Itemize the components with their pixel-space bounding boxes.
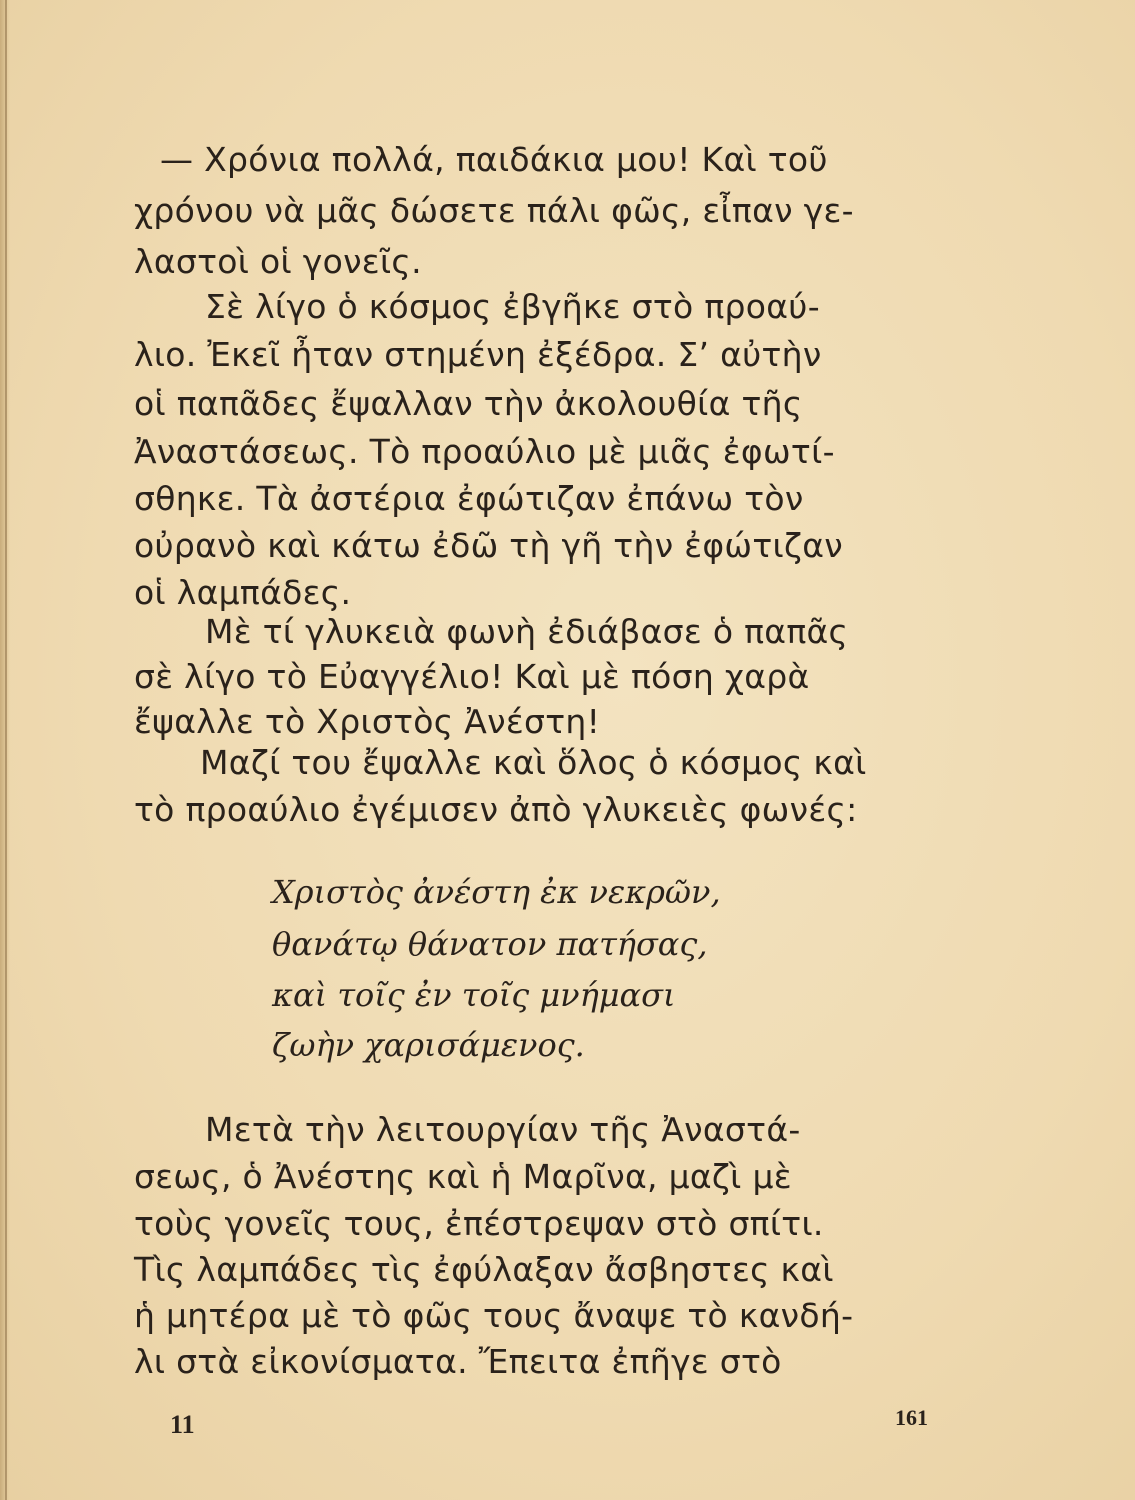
page-number: 161 <box>895 1405 928 1430</box>
hymn-line: Χριστὸς ἀνέστη ἐκ νεκρῶν, <box>272 873 721 911</box>
text-line: σὲ λίγο τὸ Εὐαγγέλιο! Καὶ μὲ πόση χαρὰ <box>134 657 810 696</box>
text-line: Μαζί του ἔψαλλε καὶ ὅλος ὁ κόσμος καὶ <box>200 743 867 782</box>
text-line: οἱ παπᾶδες ἔψαλλαν τὴν ἀκολουθία τῆς <box>134 384 803 423</box>
hymn-line: ζωὴν χαρισάμενος. <box>272 1026 585 1064</box>
text-line: λι στὰ εἰκονίσματα. Ἔπειτα ἐπῆγε στὸ <box>134 1342 782 1381</box>
text-line: Μετὰ τὴν λειτουργίαν τῆς Ἀναστά- <box>205 1110 801 1149</box>
text-line: ἡ μητέρα μὲ τὸ φῶς τους ἄναψε τὸ κανδή- <box>134 1296 854 1335</box>
text-line: οὐρανὸ καὶ κάτω ἐδῶ τὴ γῆ τὴν ἐφώτιζαν <box>134 526 844 565</box>
text-line: λαστοὶ οἱ γονεῖς. <box>134 242 422 281</box>
binding-line <box>5 0 7 1500</box>
text-line: τοὺς γονεῖς τους, ἐπέστρεψαν στὸ σπίτι. <box>134 1204 824 1243</box>
text-line: σεως, ὁ Ἀνέστης καὶ ἡ Μαρῖνα, μαζὶ μὲ <box>134 1157 792 1196</box>
text-line: ἔψαλλε τὸ Χριστὸς Ἀνέστη! <box>134 702 601 741</box>
text-line: — Χρόνια πολλά, παιδάκια μου! Καὶ τοῦ <box>160 140 828 179</box>
text-line: Τὶς λαμπάδες τὶς ἐφύλαξαν ἄσβηστες καὶ <box>134 1250 834 1289</box>
text-line: λιο. Ἐκεῖ ἦταν στημένη ἐξέδρα. Σ’ αὐτὴν <box>134 335 822 374</box>
text-line: οἱ λαμπάδες. <box>134 573 352 612</box>
text-line: τὸ προαύλιο ἐγέμισεν ἀπὸ γλυκειὲς φωνές: <box>134 790 858 829</box>
text-line: Μὲ τί γλυκειὰ φωνὴ ἐδιάβασε ὁ παπᾶς <box>205 612 849 651</box>
text-line: χρόνου νὰ μᾶς δώσετε πάλι φῶς, εἶπαν γε- <box>134 191 854 230</box>
hymn-line: καὶ τοῖς ἐν τοῖς μνήμασι <box>272 976 676 1014</box>
hymn-line: θανάτῳ θάνατον πατήσας, <box>272 925 708 963</box>
text-line: σθηκε. Τὰ ἀστέρια ἐφώτιζαν ἐπάνω τὸν <box>134 479 804 518</box>
text-line: Σὲ λίγο ὁ κόσμος ἐβγῆκε στὸ προαύ- <box>205 287 820 326</box>
signature-mark: 11 <box>170 1410 195 1439</box>
text-line: Ἀναστάσεως. Τὸ προαύλιο μὲ μιᾶς ἐφωτί- <box>134 432 835 471</box>
